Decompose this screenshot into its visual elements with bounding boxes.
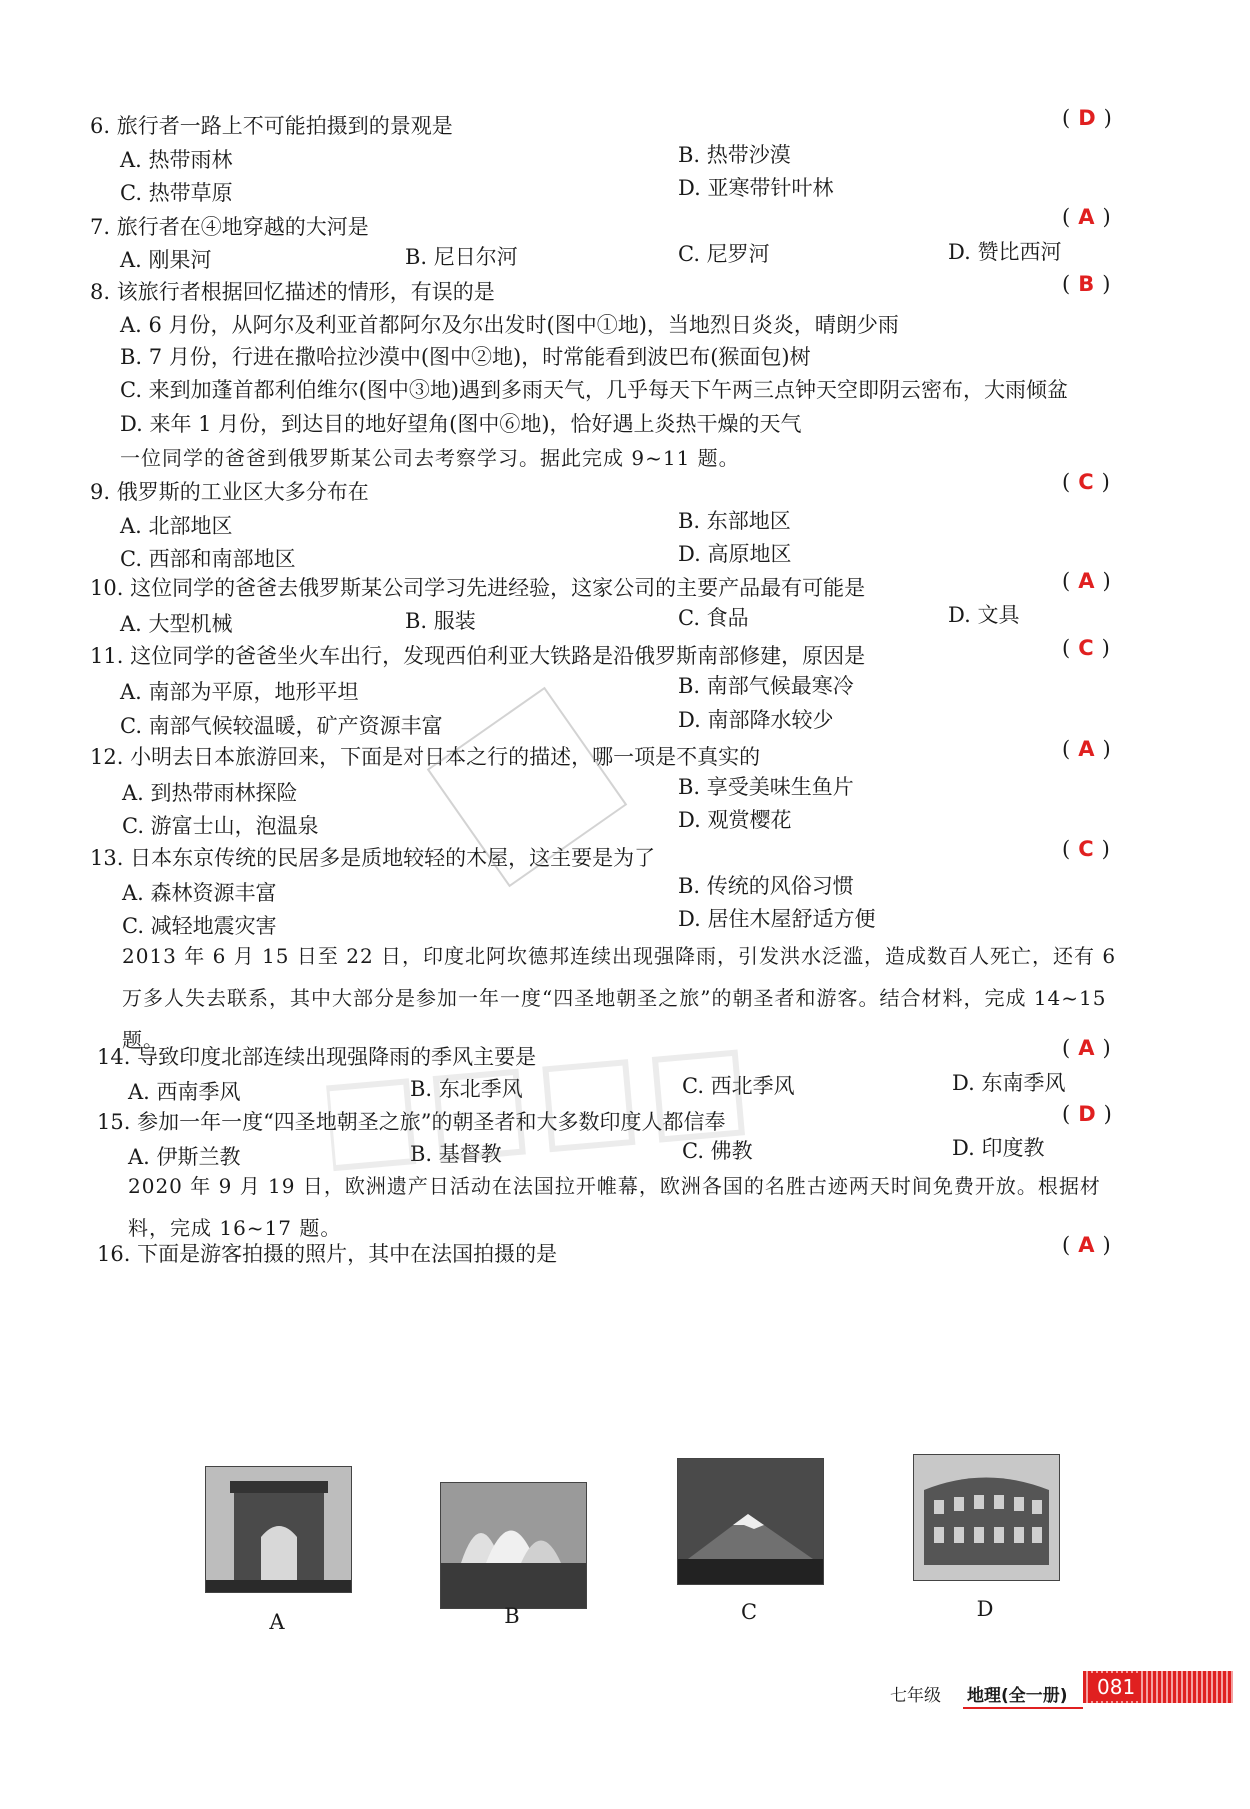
footer-underline xyxy=(963,1707,1083,1709)
q12-option-a: A. 到热带雨林探险 xyxy=(122,781,298,805)
q7-option-d: D. 赞比西河 xyxy=(948,240,1062,264)
paren-close: ) xyxy=(1102,569,1111,593)
question-14-stem: 14. 导致印度北部连续出现强降雨的季风主要是 xyxy=(97,1045,537,1069)
question-6-stem: 6. 旅行者一路上不可能拍摄到的景观是 xyxy=(90,114,453,138)
q12-option-d: D. 观赏樱花 xyxy=(678,808,792,832)
answer-9-letter: C xyxy=(1078,470,1094,494)
q9-option-c: C. 西部和南部地区 xyxy=(120,547,296,571)
paren-close: ) xyxy=(1101,636,1110,660)
mountain-icon xyxy=(678,1459,823,1584)
photo-arc-de-triomphe xyxy=(205,1466,352,1593)
answer-8 xyxy=(1062,270,1132,298)
paren-open: ( xyxy=(1062,837,1071,861)
q13-option-b: B. 传统的风俗习惯 xyxy=(678,874,854,898)
paren-open: ( xyxy=(1062,205,1071,229)
paren-close: ) xyxy=(1102,205,1111,229)
question-15-stem: 15. 参加一年一度“四圣地朝圣之旅”的朝圣者和大多数印度人都信奉 xyxy=(97,1110,726,1134)
q10-option-b: B. 服装 xyxy=(405,609,476,633)
q11-option-c: C. 南部气候较温暖，矿产资源丰富 xyxy=(120,714,443,738)
question-13-stem: 13. 日本东京传统的民居多是质地较轻的木屋，这主要是为了 xyxy=(90,846,656,870)
answer-13-letter: C xyxy=(1078,837,1094,861)
opera-house-icon xyxy=(441,1483,586,1608)
q8-option-a: A. 6 月份，从阿尔及利亚首都阿尔及尔出发时(图中①地)，当地烈日炎炎，晴朗少雨 xyxy=(120,313,899,337)
q14-option-b: B. 东北季风 xyxy=(410,1077,523,1101)
paren-open: ( xyxy=(1062,1036,1071,1060)
photo-label-c: C xyxy=(740,1600,758,1624)
answer-9 xyxy=(1062,468,1132,496)
q10-option-d: D. 文具 xyxy=(948,603,1020,627)
q7-option-b: B. 尼日尔河 xyxy=(405,245,518,269)
q10-option-c: C. 食品 xyxy=(678,606,749,630)
paren-close: ) xyxy=(1103,106,1112,130)
arch-icon xyxy=(206,1467,351,1592)
q12-option-c: C. 游富士山，泡温泉 xyxy=(122,814,319,838)
q13-option-a: A. 森林资源丰富 xyxy=(122,881,277,905)
answer-15-letter: D xyxy=(1078,1102,1096,1126)
q14-option-a: A. 西南季风 xyxy=(128,1080,241,1104)
paren-close: ) xyxy=(1103,1102,1112,1126)
paren-close: ) xyxy=(1102,1233,1111,1257)
answer-15 xyxy=(1062,1100,1132,1128)
q11-option-b: B. 南部气候最寒冷 xyxy=(678,674,854,698)
q6-option-d: D. 亚寒带针叶林 xyxy=(678,176,834,200)
page-number-badge xyxy=(1083,1671,1233,1703)
answer-16 xyxy=(1062,1231,1132,1259)
q6-option-c: C. 热带草原 xyxy=(120,181,233,205)
paren-open: ( xyxy=(1062,470,1071,494)
answer-14-letter: A xyxy=(1078,1036,1095,1060)
q15-option-c: C. 佛教 xyxy=(682,1139,753,1163)
answer-11 xyxy=(1062,634,1132,662)
photo-colosseum xyxy=(913,1454,1060,1581)
answer-13 xyxy=(1062,835,1132,863)
q9-option-b: B. 东部地区 xyxy=(678,509,791,533)
q8-option-b: B. 7 月份，行进在撒哈拉沙漠中(图中②地)，时常能看到波巴布(猴面包)树 xyxy=(120,345,811,369)
question-10-stem: 10. 这位同学的爸爸去俄罗斯某公司学习先进经验，这家公司的主要产品最有可能是 xyxy=(90,576,866,600)
question-7-stem: 7. 旅行者在④地穿越的大河是 xyxy=(90,215,369,239)
paren-open: ( xyxy=(1062,1233,1071,1257)
q15-option-b: B. 基督教 xyxy=(410,1142,502,1166)
material-1: 一位同学的爸爸到俄罗斯某公司去考察学习。据此完成 9~11 题。 xyxy=(120,446,740,470)
q14-option-d: D. 东南季风 xyxy=(952,1071,1066,1095)
q10-option-a: A. 大型机械 xyxy=(120,612,233,636)
paren-close: ) xyxy=(1102,1036,1111,1060)
footer-subject: 地理(全一册) xyxy=(967,1686,1068,1706)
page-number: 081 xyxy=(1091,1673,1141,1701)
paren-close: ) xyxy=(1101,470,1110,494)
answer-7 xyxy=(1062,203,1132,231)
paren-close: ) xyxy=(1102,272,1111,296)
q13-option-d: D. 居住木屋舒适方便 xyxy=(678,907,876,931)
photo-label-d: D xyxy=(976,1597,994,1621)
photo-sydney-opera-house xyxy=(440,1482,587,1609)
q15-option-a: A. 伊斯兰教 xyxy=(128,1145,241,1169)
question-9-stem: 9. 俄罗斯的工业区大多分布在 xyxy=(90,480,369,504)
q11-option-d: D. 南部降水较少 xyxy=(678,708,834,732)
answer-16-letter: A xyxy=(1078,1233,1095,1257)
q7-option-a: A. 刚果河 xyxy=(120,248,212,272)
paren-open: ( xyxy=(1062,737,1071,761)
paren-open: ( xyxy=(1062,636,1071,660)
question-11-stem: 11. 这位同学的爸爸坐火车出行，发现西伯利亚大铁路是沿俄罗斯南部修建，原因是 xyxy=(90,644,866,668)
q7-option-c: C. 尼罗河 xyxy=(678,242,770,266)
answer-14 xyxy=(1062,1034,1132,1062)
q15-option-d: D. 印度教 xyxy=(952,1136,1045,1160)
footer-grade: 七年级 xyxy=(890,1686,941,1706)
paren-open: ( xyxy=(1062,106,1071,130)
answer-7-letter: A xyxy=(1078,205,1095,229)
answer-11-letter: C xyxy=(1078,636,1094,660)
q14-option-c: C. 西北季风 xyxy=(682,1074,795,1098)
paren-close: ) xyxy=(1101,837,1110,861)
answer-10-letter: A xyxy=(1078,569,1095,593)
answer-10 xyxy=(1062,567,1132,595)
material-3: 2020 年 9 月 19 日，欧洲遗产日活动在法国拉开帷幕，欧洲各国的名胜古迹两天时间免费开放。根据材料，完成 16~17 题。 xyxy=(128,1174,1101,1240)
answer-12 xyxy=(1062,735,1132,763)
q8-option-c: C. 来到加蓬首都利伯维尔(图中③地)遇到多雨天气，几乎每天下午两三点钟天空即阴云密布，大雨倾盆 xyxy=(120,378,1069,402)
q6-option-b: B. 热带沙漠 xyxy=(678,143,791,167)
q12-option-b: B. 享受美味生鱼片 xyxy=(678,775,854,799)
material-2: 2013 年 6 月 15 日至 22 日，印度北阿坎德邦连续出现强降雨，引发洪水泛滥，造成数百人死亡，还有 6 万多人失去联系，其中大部分是参加一年一度“四圣地朝圣之旅”的朝圣者和游客。结合材料，完成 14~15 题。 xyxy=(122,944,1117,1052)
paren-open: ( xyxy=(1062,1102,1071,1126)
answer-6 xyxy=(1062,104,1132,132)
q13-option-c: C. 减轻地震灾害 xyxy=(122,914,277,938)
answer-12-letter: A xyxy=(1078,737,1095,761)
q9-option-a: A. 北部地区 xyxy=(120,514,233,538)
q8-option-d: D. 来年 1 月份，到达目的地好望角(图中⑥地)，恰好遇上炎热干燥的天气 xyxy=(120,412,802,436)
paren-close: ) xyxy=(1102,737,1111,761)
paren-open: ( xyxy=(1062,569,1071,593)
answer-8-letter: B xyxy=(1078,272,1095,296)
paren-open: ( xyxy=(1062,272,1071,296)
q9-option-d: D. 高原地区 xyxy=(678,542,792,566)
photo-label-b: B xyxy=(504,1604,520,1628)
colosseum-icon xyxy=(914,1455,1059,1580)
photo-label-a: A xyxy=(269,1610,285,1634)
question-8-stem: 8. 该旅行者根据回忆描述的情形，有误的是 xyxy=(90,280,495,304)
q11-option-a: A. 南部为平原，地形平坦 xyxy=(120,680,359,704)
question-12-stem: 12. 小明去日本旅游回来，下面是对日本之行的描述，哪一项是不真实的 xyxy=(90,745,761,769)
photo-mount-fuji xyxy=(677,1458,824,1585)
question-16-stem: 16. 下面是游客拍摄的照片，其中在法国拍摄的是 xyxy=(97,1242,558,1266)
q6-option-a: A. 热带雨林 xyxy=(120,148,233,172)
answer-6-letter: D xyxy=(1078,106,1096,130)
